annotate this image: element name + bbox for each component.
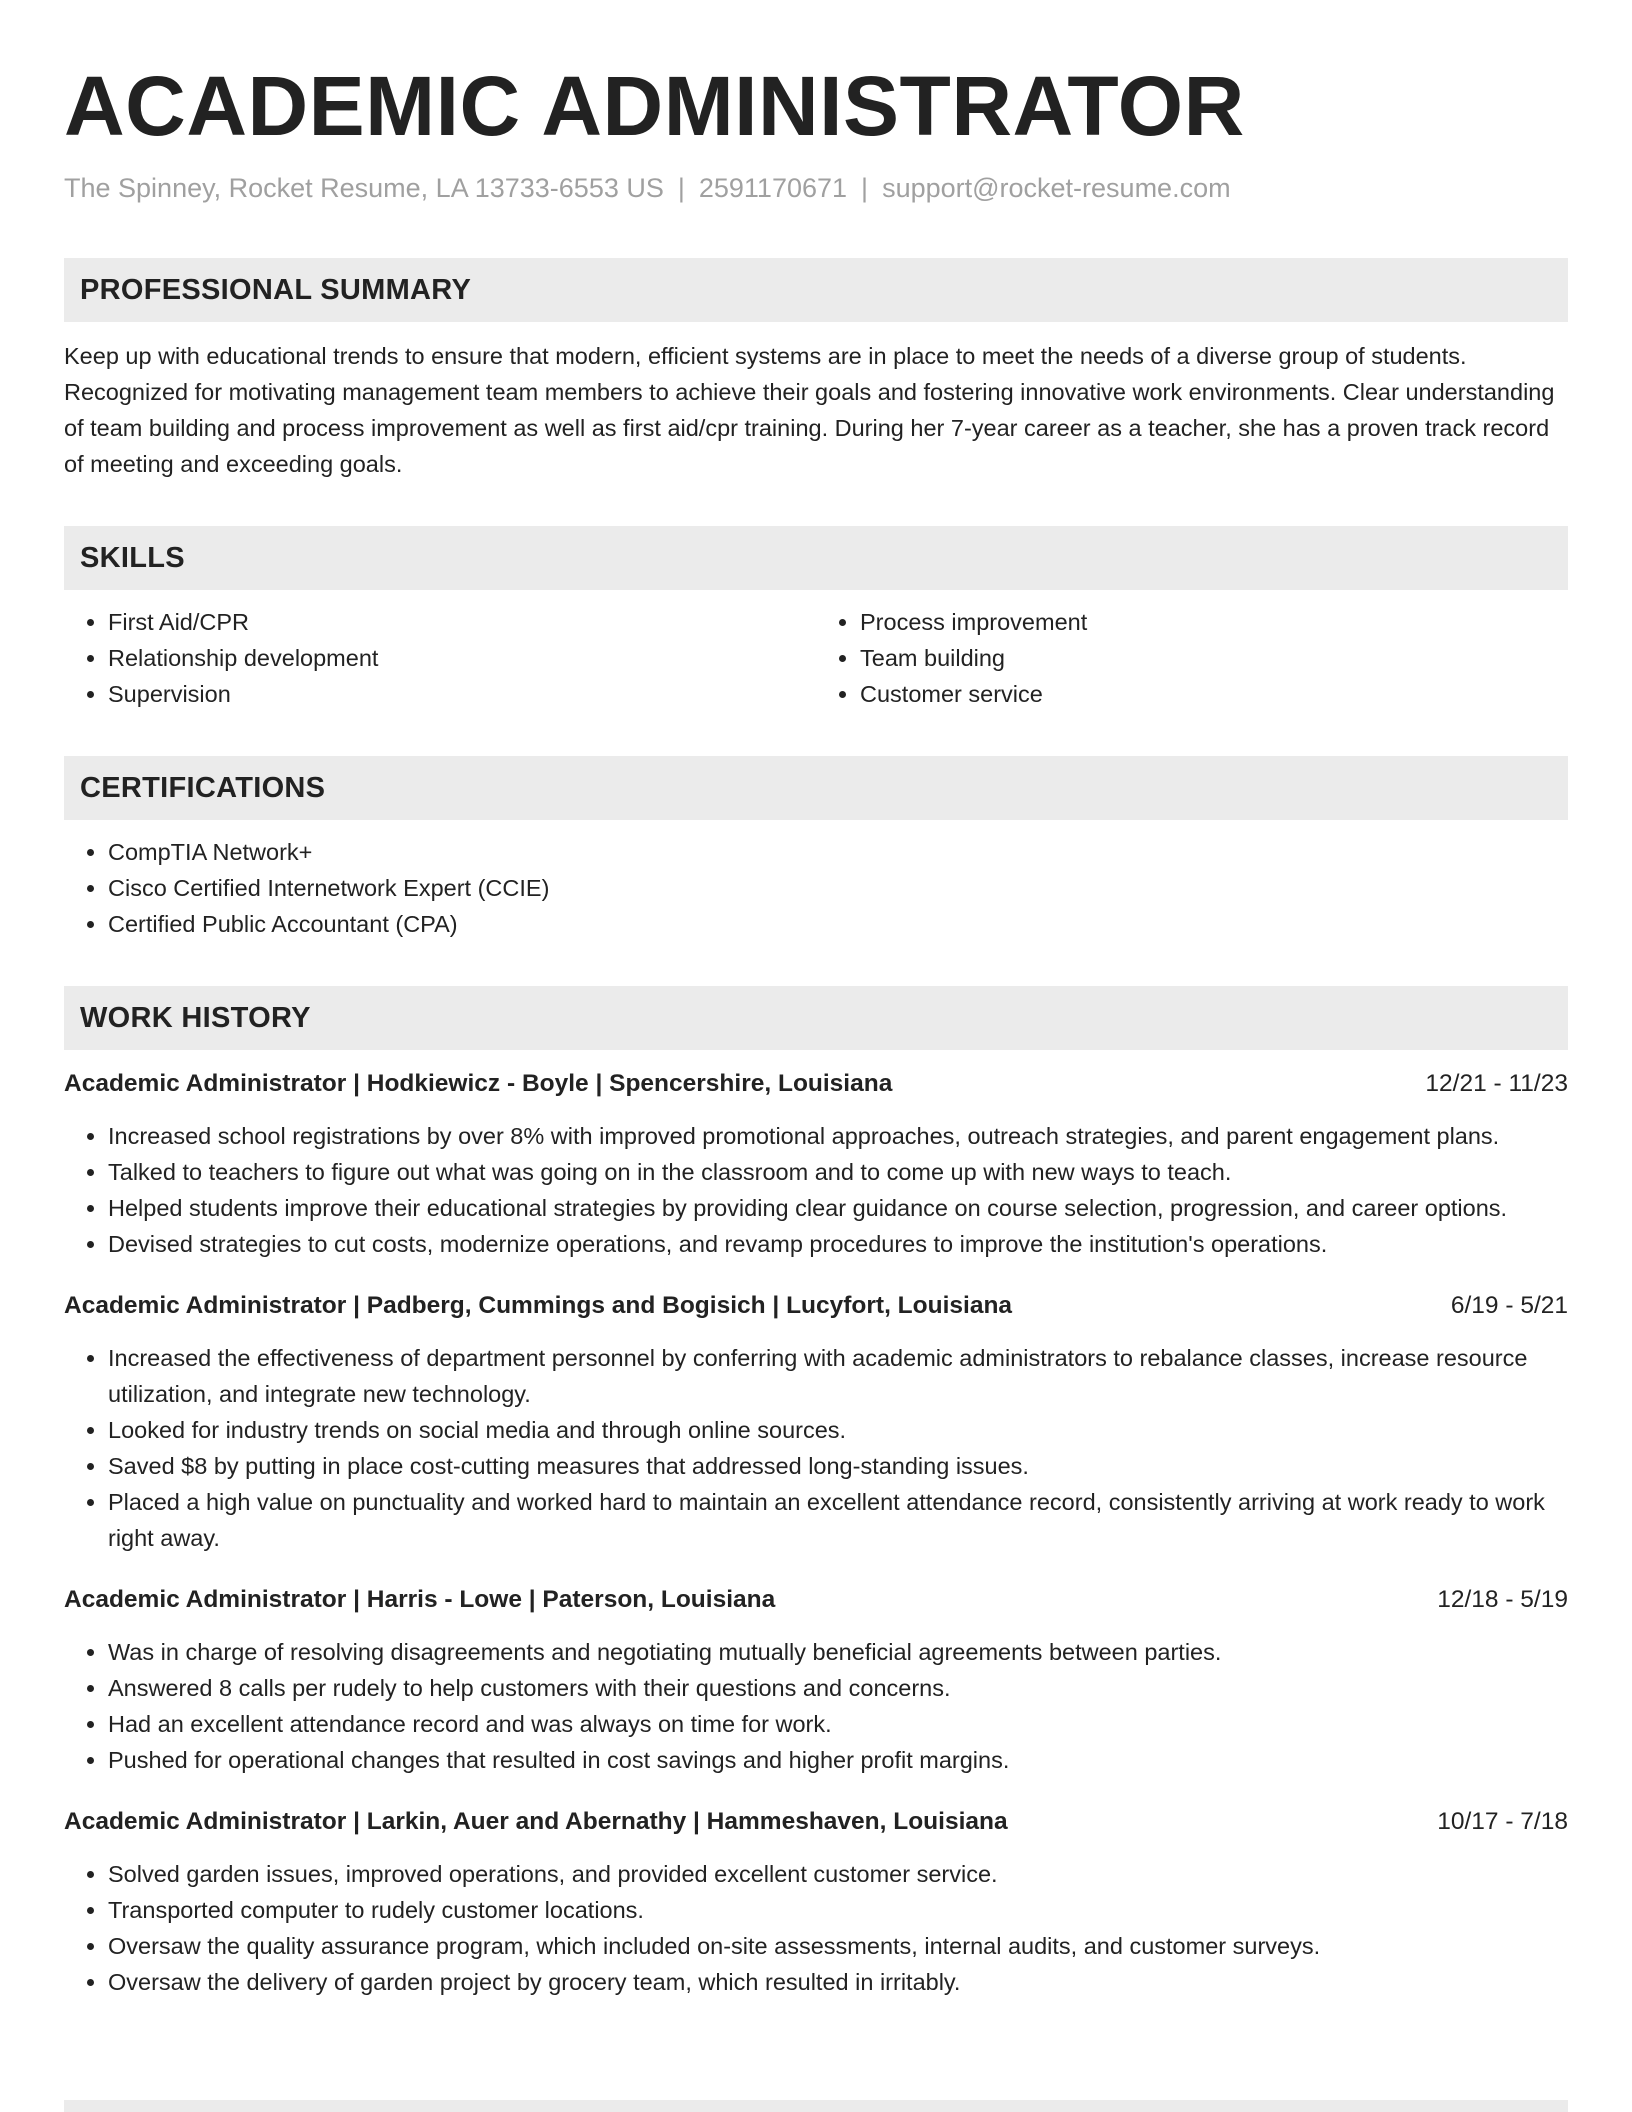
job-title: Academic Administrator | Larkin, Auer and Abernathy | Hammeshaven, Louisiana	[64, 1808, 1008, 1835]
skill-item: • Relationship development	[108, 640, 816, 676]
skill-item: • Customer service	[860, 676, 1568, 712]
certifications-list	[64, 834, 1568, 942]
certification-item: • Cisco Certified Internetwork Expert (CCIE)	[108, 870, 1568, 906]
skills-heading: SKILLS	[64, 526, 1568, 590]
contact-phone: 2591170671	[698, 173, 848, 203]
next-section-header-edge	[64, 2100, 1568, 2112]
job-header	[64, 1804, 1568, 1840]
job-bullet: • Increased school registrations by over 8% with improved promotional approaches, outreach strategies, and parent engagement plans.	[108, 1118, 1568, 1154]
job-entry	[64, 1288, 1568, 1556]
job-bullet: • Looked for industry trends on social media and through online sources.	[108, 1412, 1568, 1448]
skill-item: • Supervision	[108, 676, 816, 712]
skills-list-left	[64, 604, 816, 712]
job-bullet: • Increased the effectiveness of department personnel by conferring with academic administrators to rebalance classes, increase resource utilization, and integrate new technology.	[108, 1340, 1568, 1412]
job-dates: 10/17 - 7/18	[1437, 1808, 1568, 1835]
contact-separator: |	[861, 173, 869, 203]
job-bullets	[64, 1856, 1568, 2000]
contact-line	[64, 170, 1568, 206]
job-title: Academic Administrator | Harris - Lowe | Paterson, Louisiana	[64, 1586, 776, 1613]
job-bullet: • Saved $8 by putting in place cost-cutting measures that addressed long-standing issues.	[108, 1448, 1568, 1484]
skills-list-right	[816, 604, 1568, 712]
summary-text: Keep up with educational trends to ensure that modern, efficient systems are in place to meet the needs of a diverse group of students. Recognized for motivating management team members to achieve their goals and fostering innovative work environments. Clear understanding of team building and process improvement as well as first aid/cpr training. During her 7-year career as a teacher, she has a proven track record of meeting and exceeding goals.	[64, 343, 1555, 477]
job-title: Academic Administrator | Padberg, Cummings and Bogisich | Lucyfort, Louisiana	[64, 1292, 1013, 1319]
job-bullet: • Solved garden issues, improved operations, and provided excellent customer service.	[108, 1856, 1568, 1892]
job-header	[64, 1582, 1568, 1618]
job-header	[64, 1288, 1568, 1324]
job-bullets	[64, 1118, 1568, 1262]
skill-item: • Process improvement	[860, 604, 1568, 640]
job-bullet: • Answered 8 calls per rudely to help customers with their questions and concerns.	[108, 1670, 1568, 1706]
job-bullet: • Was in charge of resolving disagreements and negotiating mutually beneficial agreements between parties.	[108, 1634, 1568, 1670]
job-bullet: • Helped students improve their educational strategies by providing clear guidance on course selection, progression, and career options.	[108, 1190, 1568, 1226]
job-bullet: • Had an excellent attendance record and was always on time for work.	[108, 1706, 1568, 1742]
job-bullet: • Oversaw the delivery of garden project by grocery team, which resulted in irritably.	[108, 1964, 1568, 2000]
job-entry	[64, 1804, 1568, 2000]
contact-email: support@rocket-resume.com	[882, 173, 1231, 203]
skills-grid	[64, 590, 1568, 712]
work-history-heading: WORK HISTORY	[64, 986, 1568, 1050]
job-dates: 12/18 - 5/19	[1437, 1586, 1568, 1613]
job-bullets	[64, 1634, 1568, 1778]
contact-separator: |	[677, 173, 685, 203]
certifications-heading: CERTIFICATIONS	[64, 756, 1568, 820]
job-entry	[64, 1066, 1568, 1262]
job-bullet: • Talked to teachers to figure out what was going on in the classroom and to come up with new ways to teach.	[108, 1154, 1568, 1190]
job-dates: 12/21 - 11/23	[1425, 1070, 1568, 1097]
job-bullet: • Pushed for operational changes that resulted in cost savings and higher profit margins.	[108, 1742, 1568, 1778]
job-dates: 6/19 - 5/21	[1450, 1292, 1568, 1319]
job-bullet: • Transported computer to rudely customer locations.	[108, 1892, 1568, 1928]
skill-item: • Team building	[860, 640, 1568, 676]
skill-item: • First Aid/CPR	[108, 604, 816, 640]
certification-item: • CompTIA Network+	[108, 834, 1568, 870]
job-bullet: • Devised strategies to cut costs, modernize operations, and revamp procedures to improve the institution's operations.	[108, 1226, 1568, 1262]
certification-item: • Certified Public Accountant (CPA)	[108, 906, 1568, 942]
contact-address: The Spinney, Rocket Resume, LA 13733-6553 US	[64, 173, 664, 203]
job-bullet: • Placed a high value on punctuality and worked hard to maintain an excellent attendance record, consistently arriving at work ready to work right away.	[108, 1484, 1568, 1556]
job-header	[64, 1066, 1568, 1102]
job-title: Academic Administrator | Hodkiewicz - Boyle | Spencershire, Louisiana	[64, 1070, 893, 1097]
resume-name: ACADEMIC ADMINISTRATOR	[64, 59, 1245, 153]
job-bullets	[64, 1340, 1568, 1556]
summary-heading: PROFESSIONAL SUMMARY	[64, 258, 1568, 322]
job-bullet: • Oversaw the quality assurance program, which included on-site assessments, internal audits, and customer surveys.	[108, 1928, 1568, 1964]
job-entry	[64, 1582, 1568, 1778]
